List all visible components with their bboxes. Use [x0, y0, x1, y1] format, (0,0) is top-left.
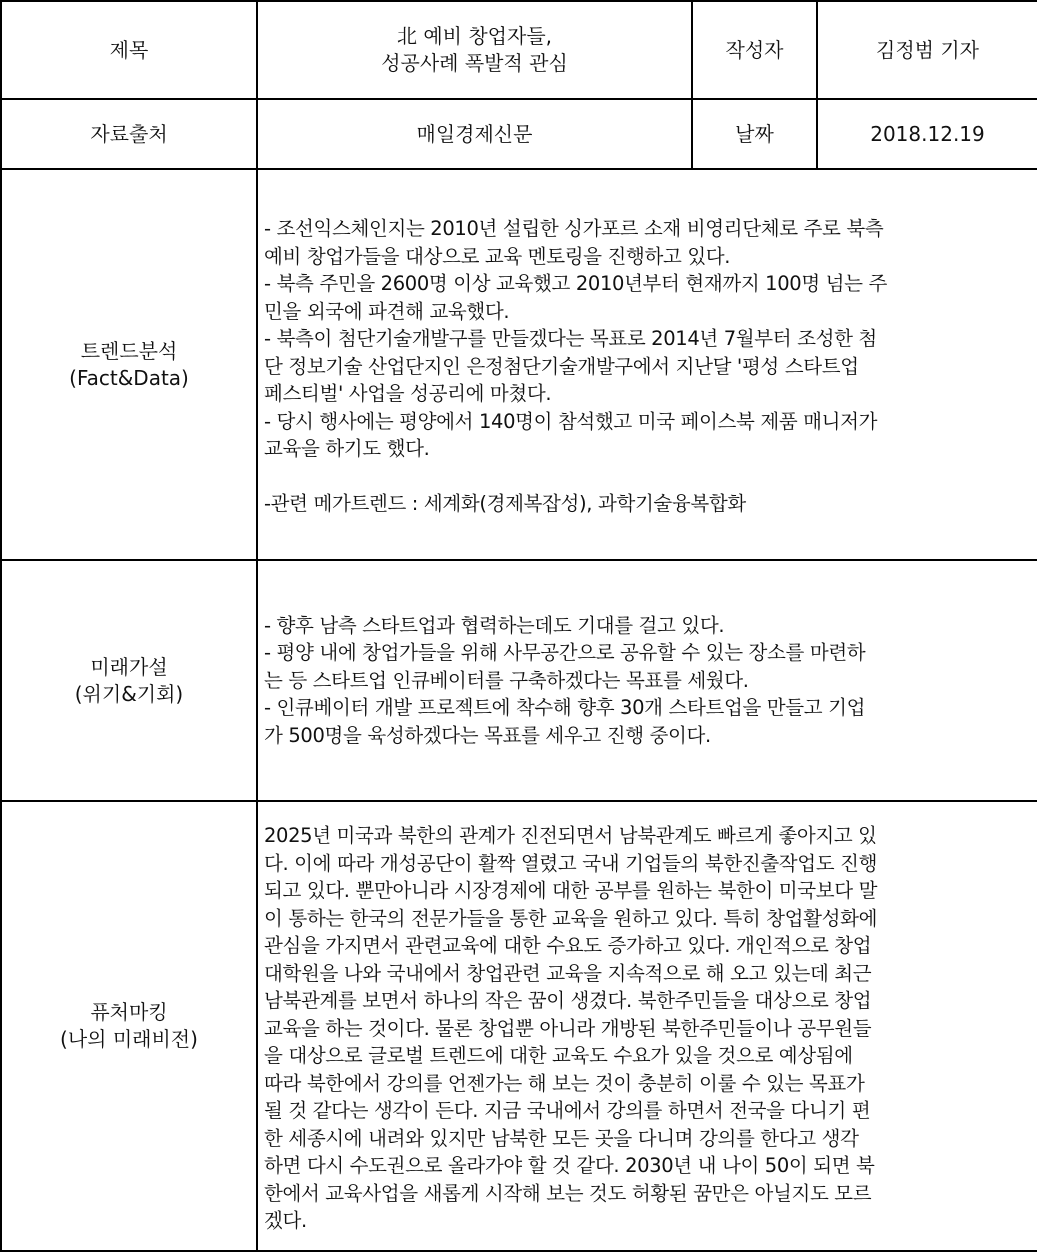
trend-line: 민을 외국에 파견해 교육했다.: [264, 299, 510, 323]
future-line: 한 세종시에 내려와 있지만 남북한 모든 곳을 다니며 강의를 한다고 생각: [264, 1126, 859, 1150]
row-trend-analysis: [1, 169, 1037, 560]
future-line: 2025년 미국과 북한의 관계가 진전되면서 남북관계도 빠르게 좋아지고 있: [264, 824, 877, 847]
future-line: 될 것 같다는 생각이 든다. 지금 국내에서 강의를 하면서 전국을 다니기 편: [264, 1099, 871, 1122]
title-value-cell: [257, 1, 692, 99]
source-label: 자료출처: [90, 121, 168, 146]
date-value-cell: [817, 99, 1037, 169]
row-source: [1, 99, 1037, 169]
title-label-cell: [1, 1, 257, 99]
hypothesis-line: 는 등 스타트업 인큐베이터를 구축하겠다는 목표를 세웠다.: [264, 668, 749, 692]
hypothesis-line: - 향후 남측 스타트업과 협력하는데도 기대를 걸고 있다.: [264, 613, 725, 637]
trend-line: - 당시 행사에는 평양에서 140명이 참석했고 미국 페이스북 제품 매니저가: [264, 409, 878, 433]
trend-line: 페스티벌' 사업을 성공리에 마쳤다.: [264, 382, 552, 406]
trend-line: 예비 창업가들을 대상으로 교육 멘토링을 진행하고 있다.: [264, 244, 731, 268]
trend-line: 교육을 하기도 했다.: [264, 437, 430, 461]
future-line: 이 통하는 한국의 전문가들을 통한 교육을 원하고 있다. 특히 창업활성화에: [264, 906, 878, 930]
trend-content-cell: [257, 169, 1037, 560]
trend-label-cell: [1, 169, 257, 560]
hypothesis-label: 미래가설: [90, 654, 168, 679]
title-value-line-1: 北 예비 창업자들,: [397, 24, 552, 48]
source-value: 매일경제신문: [416, 121, 533, 146]
trend-sublabel: (Fact&Data): [69, 365, 189, 390]
future-line: 을 대상으로 글로벌 트렌드에 대한 교육도 수요가 있을 것으로 예상됨에: [264, 1044, 853, 1067]
hypothesis-content-cell: [257, 560, 1037, 801]
future-label: 퓨처마킹: [90, 1000, 168, 1024]
future-line: 한에서 교육사업을 새롭게 시작해 보는 것도 허황된 꿈만은 아닐지도 모르: [264, 1181, 872, 1205]
trend-label: 트렌드분석: [80, 338, 178, 363]
trend-line: - 북측 주민을 2600명 이상 교육했고 2010년부터 현재까지 100명 넘는 주: [264, 272, 887, 296]
date-label-cell: [692, 99, 817, 169]
trend-line: - 북측이 첨단기술개발구를 만들겠다는 목표로 2014년 7월부터 조성한 첨: [264, 327, 877, 351]
date-value: 2018.12.19: [870, 121, 985, 146]
hypothesis-line: - 평양 내에 창업가들을 위해 사무공간으로 공유할 수 있는 장소를 마련하: [264, 641, 866, 665]
hypothesis-line: 가 500명을 육성하겠다는 목표를 세우고 진행 중이다.: [264, 723, 711, 747]
date-label: 날짜: [735, 121, 774, 146]
row-title: [1, 1, 1037, 99]
future-line: 교육을 하는 것이다. 물론 창업뿐 아니라 개방된 북한주민들이나 공무원들: [264, 1016, 872, 1040]
future-line: 관심을 가지면서 관련교육에 대한 수요도 증가하고 있다. 개인적으로 창업: [264, 934, 872, 957]
row-future-marking: [1, 801, 1037, 1251]
trend-megatrend: -관련 메가트렌드 : 세계화(경제복잡성), 과학기술융복합화: [264, 492, 746, 516]
future-line: 되고 있다. 뿐만아니라 시장경제에 대한 공부를 원하는 북한이 미국보다 말: [264, 879, 878, 902]
future-content-cell: [257, 801, 1037, 1251]
author-value: 김정범 기자: [876, 37, 979, 62]
author-value-cell: [817, 1, 1037, 99]
author-label: 작성자: [725, 37, 784, 62]
future-line: 겠다.: [264, 1209, 307, 1232]
spacer: [264, 463, 1033, 491]
future-line: 대학원을 나와 국내에서 창업관련 교육을 지속적으로 해 오고 있는데 최근: [264, 961, 872, 985]
future-label-cell: [1, 801, 257, 1251]
title-value-line-2: 성공사례 폭발적 관심: [381, 51, 568, 75]
hypothesis-sublabel: (위기&기회): [74, 681, 184, 706]
source-label-cell: [1, 99, 257, 169]
hypothesis-line: - 인큐베이터 개발 프로젝트에 착수해 향후 30개 스타트업을 만들고 기업: [264, 696, 866, 720]
source-value-cell: [257, 99, 692, 169]
trend-line: 단 정보기술 산업단지인 은정첨단기술개발구에서 지난달 '평성 스타트업: [264, 354, 859, 378]
row-future-hypothesis: [1, 560, 1037, 801]
future-line: 하면 다시 수도권으로 올라가야 할 것 같다. 2030년 내 나이 50이 되면 북: [264, 1154, 875, 1177]
future-line: 다. 이에 따라 개성공단이 활짝 열렸고 국내 기업들의 북한진출작업도 진행: [264, 851, 878, 875]
trend-line: - 조선익스체인지는 2010년 설립한 싱가포르 소재 비영리단체로 주로 북측: [264, 217, 884, 241]
future-sublabel: (나의 미래비전): [60, 1027, 198, 1051]
hypothesis-label-cell: [1, 560, 257, 801]
title-label: 제목: [109, 37, 149, 62]
future-line: 남북관계를 보면서 하나의 작은 꿈이 생겼다. 북한주민들을 대상으로 창업: [264, 989, 872, 1012]
future-line: 따라 북한에서 강의를 언젠가는 해 보는 것이 충분히 이룰 수 있는 목표가: [264, 1071, 865, 1095]
author-label-cell: [692, 1, 817, 99]
